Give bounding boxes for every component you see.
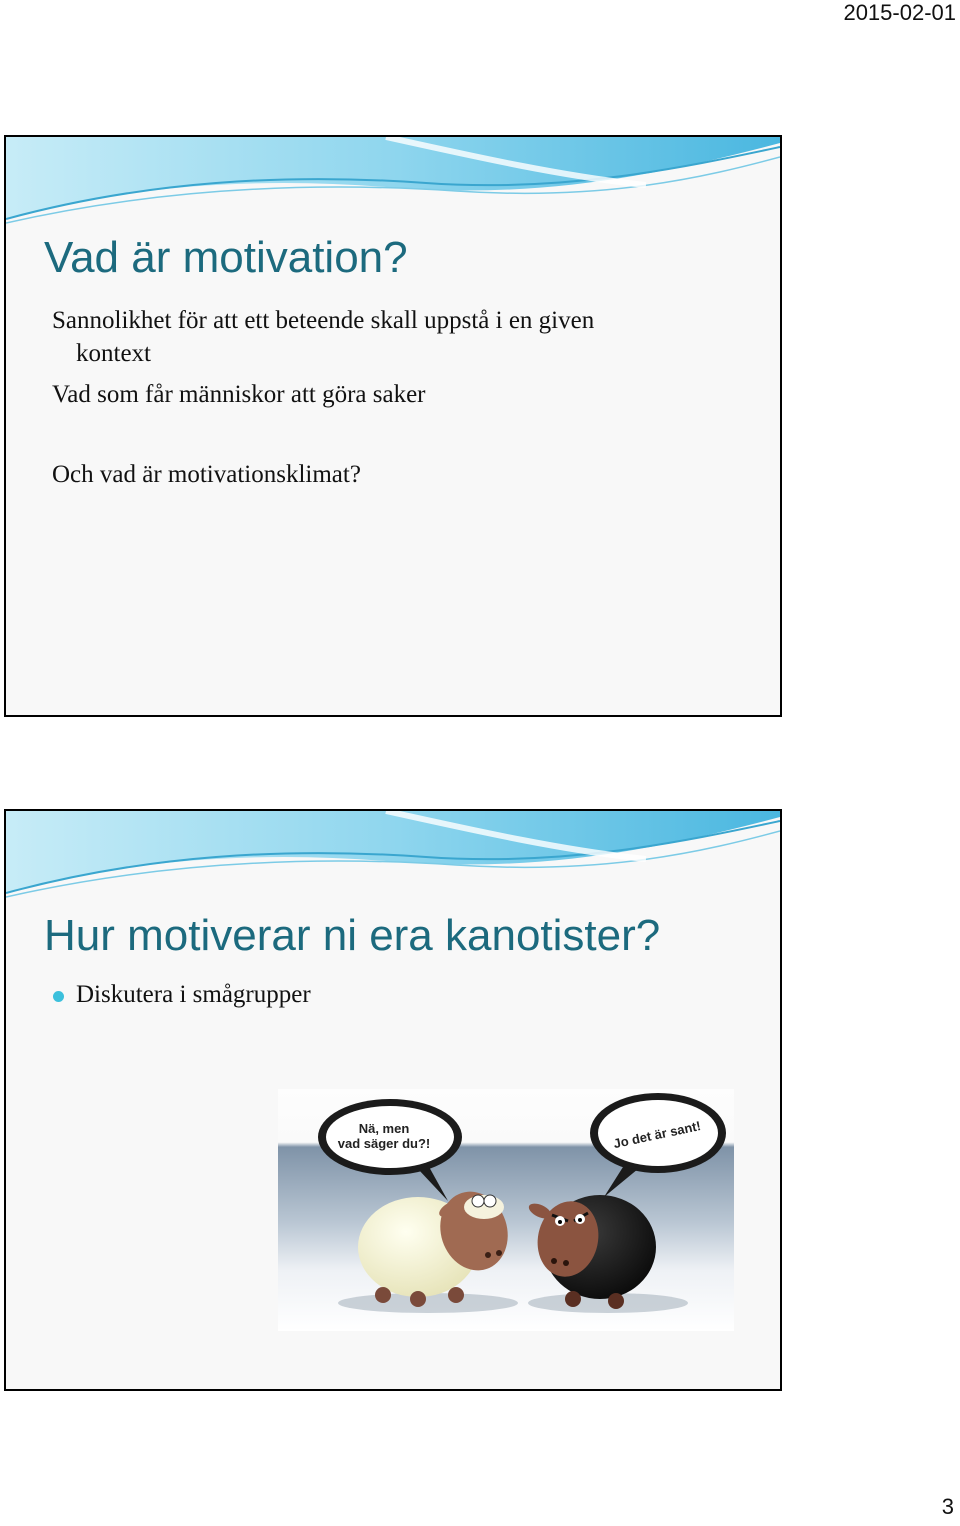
slide-1-title: Vad är motivation?	[44, 233, 408, 282]
slide-1-line-4: Och vad är motivationsklimat?	[52, 461, 361, 488]
slide-1-line-1: Sannolikhet för att ett beteende skall uppstå i en given	[52, 307, 595, 334]
header-wave-decoration	[6, 137, 780, 237]
bubble-left-text-2: vad säger du?!	[337, 1136, 431, 1151]
print-date: 2015-02-01	[843, 0, 956, 25]
slide-1	[4, 135, 782, 717]
page-number: 3	[941, 1494, 954, 1519]
header-wave-decoration	[6, 811, 780, 911]
slide-2-bullet-1: Diskutera i smågrupper	[76, 981, 311, 1008]
slide-2	[4, 809, 782, 1391]
slide-1-line-2: kontext	[76, 340, 151, 367]
sheep-illustration	[278, 1089, 734, 1331]
bullet-icon	[53, 991, 64, 1002]
bubble-right-text: Jo det är sant!	[612, 1118, 703, 1152]
slide-1-line-3: Vad som får människor att göra saker	[52, 381, 426, 408]
slide-2-title: Hur motiverar ni era kanotister?	[44, 911, 661, 960]
bubble-left-text-1: Nä, men	[358, 1121, 410, 1136]
